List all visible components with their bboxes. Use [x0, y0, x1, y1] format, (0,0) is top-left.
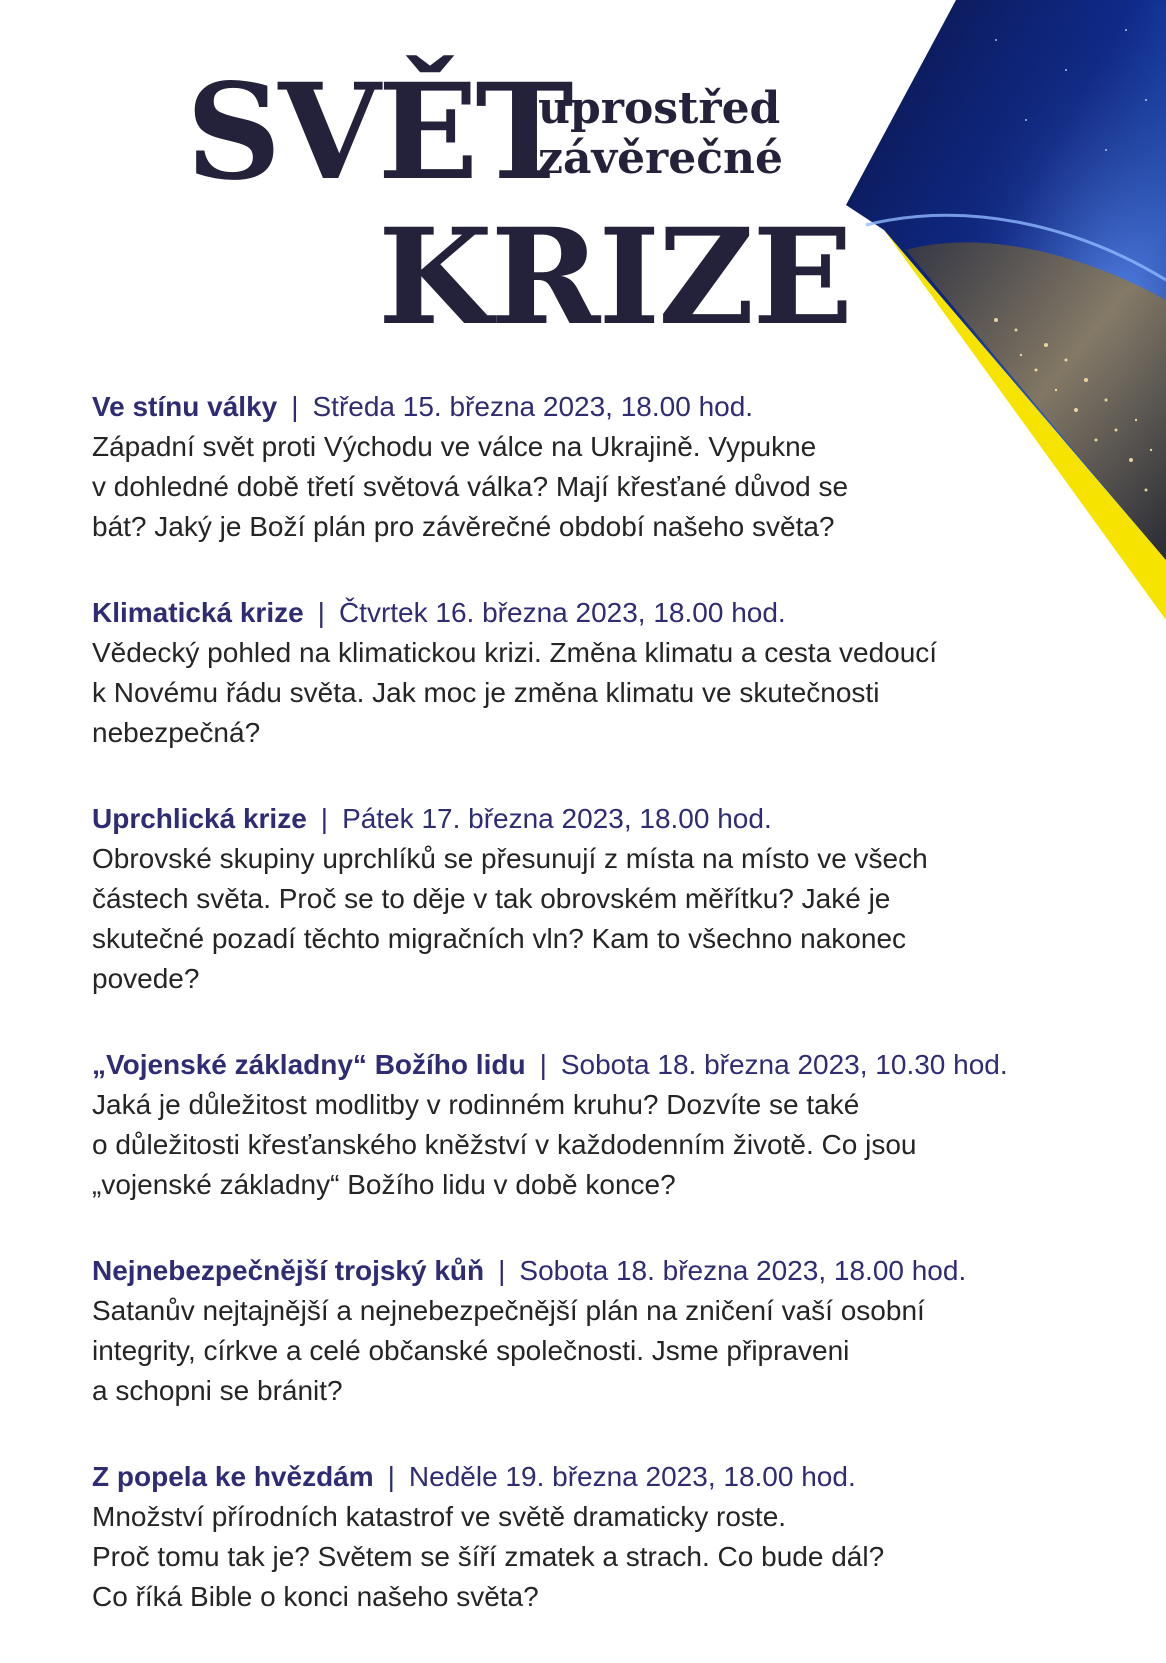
- subtitle-line-1: uprostřed: [538, 83, 781, 134]
- event-title: „Vojenské základny“ Božího lidu: [92, 1049, 526, 1080]
- event-heading: [92, 387, 1112, 427]
- event-date: Čtvrtek 16. března 2023, 18.00 hod.: [338, 597, 786, 628]
- event-item: [92, 1251, 1112, 1411]
- event-heading: [92, 1045, 1112, 1085]
- event-list: [92, 387, 1112, 1663]
- event-date: Neděle 19. března 2023, 18.00 hod.: [408, 1461, 856, 1492]
- event-date: Sobota 18. března 2023, 10.30 hod.: [560, 1049, 1008, 1080]
- event-item: [92, 387, 1112, 547]
- event-item: [92, 593, 1112, 753]
- title-svet: SVĚT: [186, 55, 571, 210]
- event-date: Sobota 18. března 2023, 18.00 hod.: [519, 1255, 967, 1286]
- event-title: Uprchlická krize: [92, 803, 307, 834]
- event-title: Nejnebezpečnější trojský kůň: [92, 1255, 485, 1286]
- title-krize: KRIZE: [378, 200, 852, 355]
- event-heading: [92, 593, 1112, 633]
- event-item: [92, 799, 1112, 999]
- event-description: Vědecký pohled na klimatickou krizi. Změna klimatu a cesta vedoucí k Novému řádu světa. Jak moc je změna klimatu ve skutečnosti nebezpečná?: [92, 637, 938, 748]
- event-date: Pátek 17. března 2023, 18.00 hod.: [342, 803, 772, 834]
- event-description: Obrovské skupiny uprchlíků se přesunují z místa na místo ve všech částech světa. Proč se to děje v tak obrovském měřítku? Jaké je skutečné pozadí těchto migračních vln? Kam to všechno nakonec povede?: [92, 843, 928, 994]
- event-separator: |: [539, 1049, 547, 1080]
- event-heading: [92, 799, 1112, 839]
- event-description: Množství přírodních katastrof ve světě dramaticky roste. Proč tomu tak je? Světem se šíří zmatek a strach. Co bude dál? Co říká Bible o konci našeho světa?: [92, 1501, 885, 1612]
- event-separator: |: [317, 597, 325, 628]
- event-date: Středa 15. března 2023, 18.00 hod.: [312, 391, 754, 422]
- event-separator: |: [291, 391, 299, 422]
- title-subtitle: [538, 84, 783, 184]
- subtitle-line-2: závěrečné: [538, 133, 784, 184]
- event-heading: [92, 1251, 1112, 1291]
- event-description: Satanův nejtajnější a nejnebezpečnější plán na zničení vaší osobní integrity, církve a celé občanské společnosti. Jsme připraveni a schopni se bránit?: [92, 1295, 925, 1406]
- event-title: Z popela ke hvězdám: [92, 1461, 374, 1492]
- event-title: Ve stínu války: [92, 391, 278, 422]
- event-item: [92, 1457, 1112, 1617]
- event-separator: |: [498, 1255, 506, 1286]
- event-separator: |: [320, 803, 329, 834]
- event-separator: |: [387, 1461, 395, 1492]
- event-item: [92, 1045, 1112, 1205]
- event-description: Jaká je důležitost modlitby v rodinném kruhu? Dozvíte se také o důležitosti křesťanského kněžství v každodenním životě. Co jsou „vojenské základny“ Božího lidu v době konce?: [92, 1089, 917, 1200]
- event-description: Západní svět proti Východu ve válce na Ukrajině. Vypukne v dohledné době třetí světová válka? Mají křesťané důvod se bát? Jaký je Boží plán pro závěrečné období našeho světa?: [92, 431, 849, 542]
- poster-title: [0, 0, 1166, 360]
- event-title: Klimatická krize: [92, 597, 304, 628]
- event-heading: [92, 1457, 1112, 1497]
